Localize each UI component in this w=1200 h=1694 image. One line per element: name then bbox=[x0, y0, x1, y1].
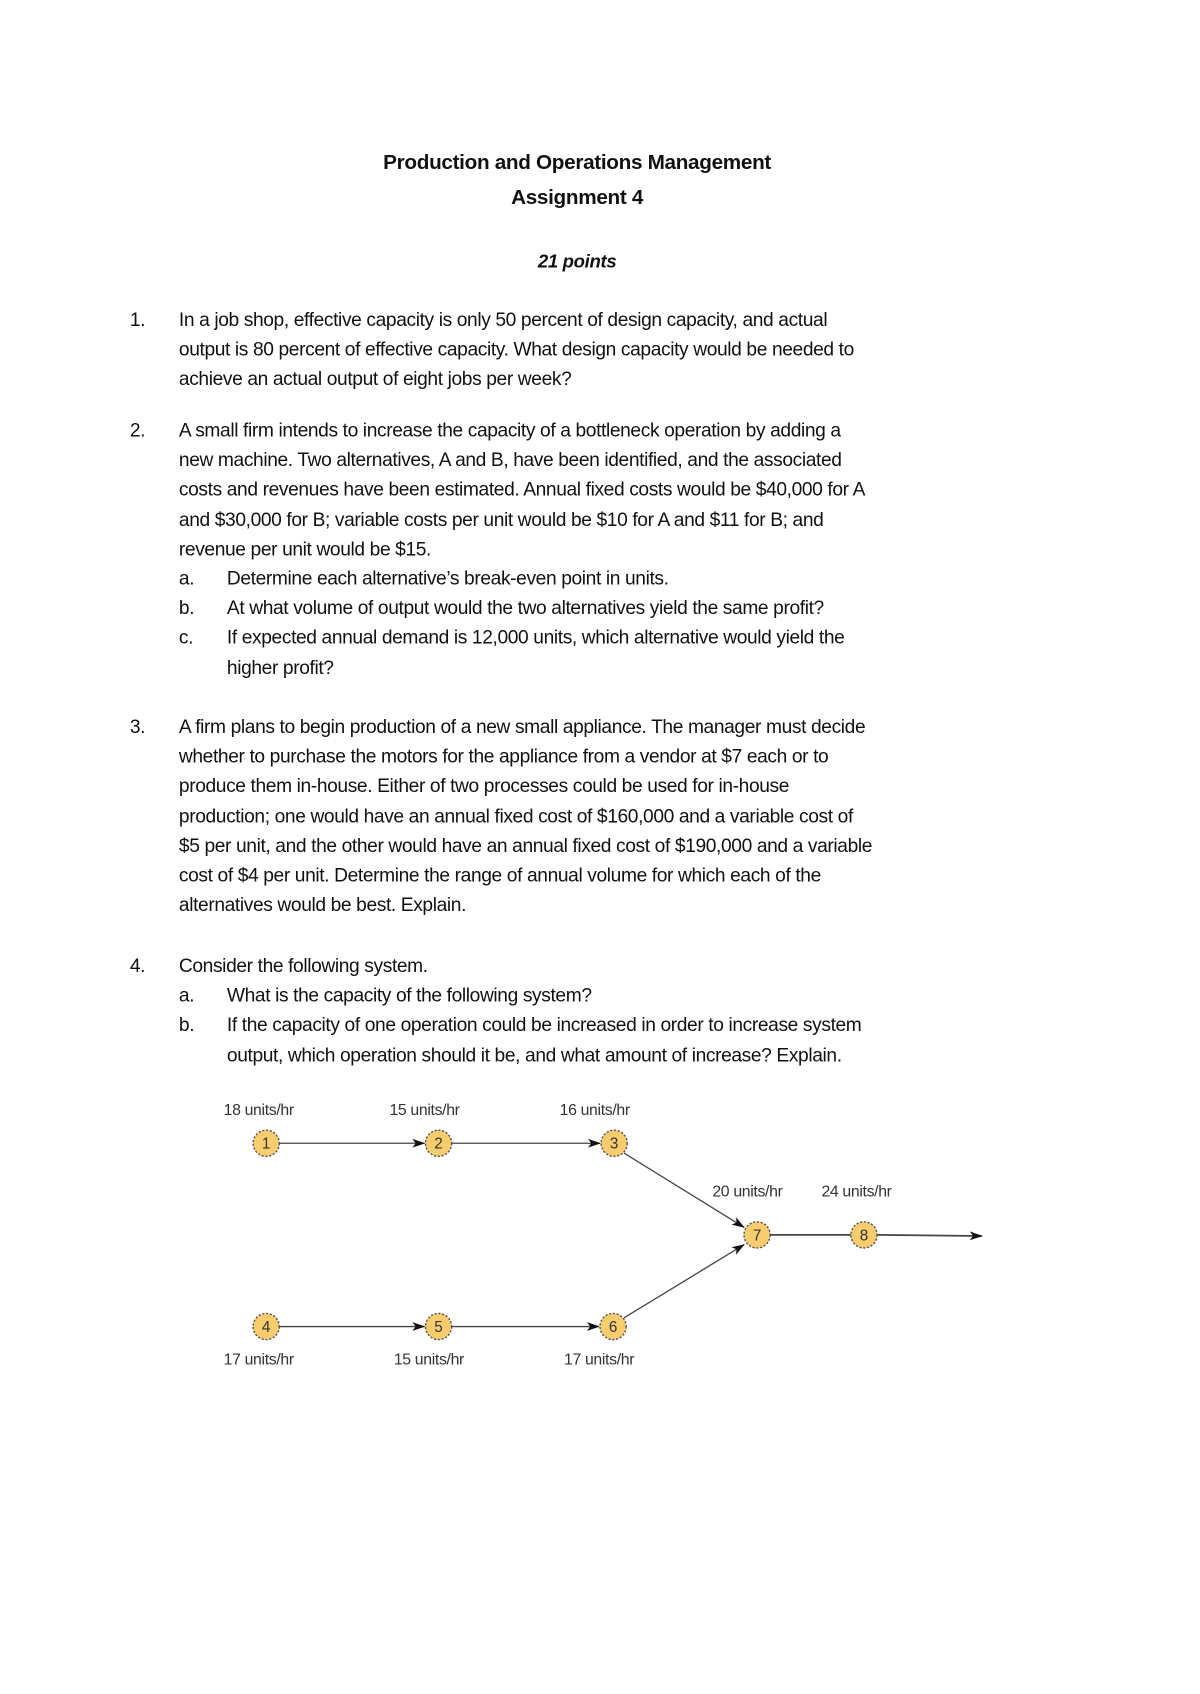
question-number: 1. bbox=[129, 308, 146, 331]
question-text-line: $5 per unit, and the other would have an annual fixed cost of $190,000 and a variable bbox=[178, 834, 873, 857]
subquestion-text-line: At what volume of output would the two alternatives yield the same profit? bbox=[226, 596, 824, 619]
subquestion-text-line: higher profit? bbox=[226, 656, 334, 679]
question-text-line: A firm plans to begin production of a new small appliance. The manager must decide bbox=[178, 715, 866, 738]
document-title: Production and Operations Management bbox=[383, 151, 772, 175]
question-text-line: achieve an actual output of eight jobs per week? bbox=[178, 368, 572, 390]
subquestion-text-line: output, which operation should it be, and what amount of increase? Explain. bbox=[226, 1043, 842, 1066]
operation-rate-label: 17 units/hr bbox=[563, 1351, 635, 1369]
question-text-line: cost of $4 per unit. Determine the range of annual volume for which each of the bbox=[178, 863, 821, 886]
question-number: 4. bbox=[129, 954, 146, 977]
operation-node-number: 5 bbox=[434, 1318, 443, 1336]
subquestion-text-line: If the capacity of one operation could be increased in order to increase system bbox=[226, 1013, 862, 1036]
subquestion-label: c. bbox=[178, 626, 194, 649]
question-text-line: alternatives would be best. Explain. bbox=[178, 893, 467, 916]
question-text-line: output is 80 percent of effective capacity. What design capacity would be needed to bbox=[178, 338, 854, 361]
operation-rate-label: 20 units/hr bbox=[712, 1183, 783, 1201]
subquestion-text-line: If expected annual demand is 12,000 units, which alternative would yield the bbox=[226, 626, 845, 649]
subquestion-label: b. bbox=[178, 1013, 195, 1036]
operation-rate-label: 24 units/hr bbox=[821, 1183, 892, 1201]
question-number: 2. bbox=[129, 418, 146, 441]
question-number: 3. bbox=[129, 715, 146, 738]
question-text-line: In a job shop, effective capacity is only 50 percent of design capacity, and actual bbox=[178, 308, 828, 331]
subquestion-label: a. bbox=[178, 567, 195, 590]
operation-node-number: 6 bbox=[608, 1318, 618, 1336]
operation-rate-label: 15 units/hr bbox=[393, 1351, 464, 1369]
subquestion-label: b. bbox=[178, 596, 195, 619]
subquestion-text-line: What is the capacity of the following system? bbox=[226, 984, 592, 1007]
arrow-output bbox=[877, 1235, 982, 1236]
operation-node-number: 7 bbox=[752, 1227, 762, 1245]
question-text-line: produce them in-house. Either of two processes could be used for in-house bbox=[178, 774, 790, 797]
question-text-line: A small firm intends to increase the capacity of a bottleneck operation by adding a bbox=[178, 418, 841, 441]
assignment-heading: Assignment 4 bbox=[511, 186, 644, 210]
question-text-line: new machine. Two alternatives, A and B, have been identified, and the associated bbox=[178, 448, 842, 471]
question-text-line: whether to purchase the motors for the appliance from a vendor at $7 each or to bbox=[178, 745, 829, 768]
subquestion-label: a. bbox=[178, 984, 195, 1007]
operation-node-number: 1 bbox=[261, 1135, 271, 1153]
question-text-line: Consider the following system. bbox=[178, 954, 428, 977]
operation-rate-label: 17 units/hr bbox=[223, 1351, 294, 1369]
question-text-line: revenue per unit would be $15. bbox=[178, 537, 432, 560]
question-text-line: and $30,000 for B; variable costs per unit would be $10 for A and $11 for B; and bbox=[178, 507, 824, 530]
question-text-line: production; one would have an annual fixed cost of $160,000 and a variable cost of bbox=[178, 804, 853, 827]
subquestion-text-line: Determine each alternative’s break-even point in units. bbox=[226, 567, 669, 590]
operation-node-number: 8 bbox=[859, 1227, 869, 1245]
points-label: 21 points bbox=[537, 250, 617, 272]
operation-node-number: 3 bbox=[609, 1135, 619, 1153]
operation-node-number: 2 bbox=[434, 1135, 443, 1153]
arrow-6-7 bbox=[624, 1245, 744, 1318]
operation-rate-label: 18 units/hr bbox=[223, 1101, 294, 1119]
operation-rate-label: 15 units/hr bbox=[389, 1101, 460, 1119]
operation-node-number: 4 bbox=[261, 1318, 271, 1336]
operation-rate-label: 16 units/hr bbox=[559, 1101, 630, 1119]
question-text-line: costs and revenues have been estimated. Annual fixed costs would be $40,000 for A bbox=[178, 478, 865, 501]
